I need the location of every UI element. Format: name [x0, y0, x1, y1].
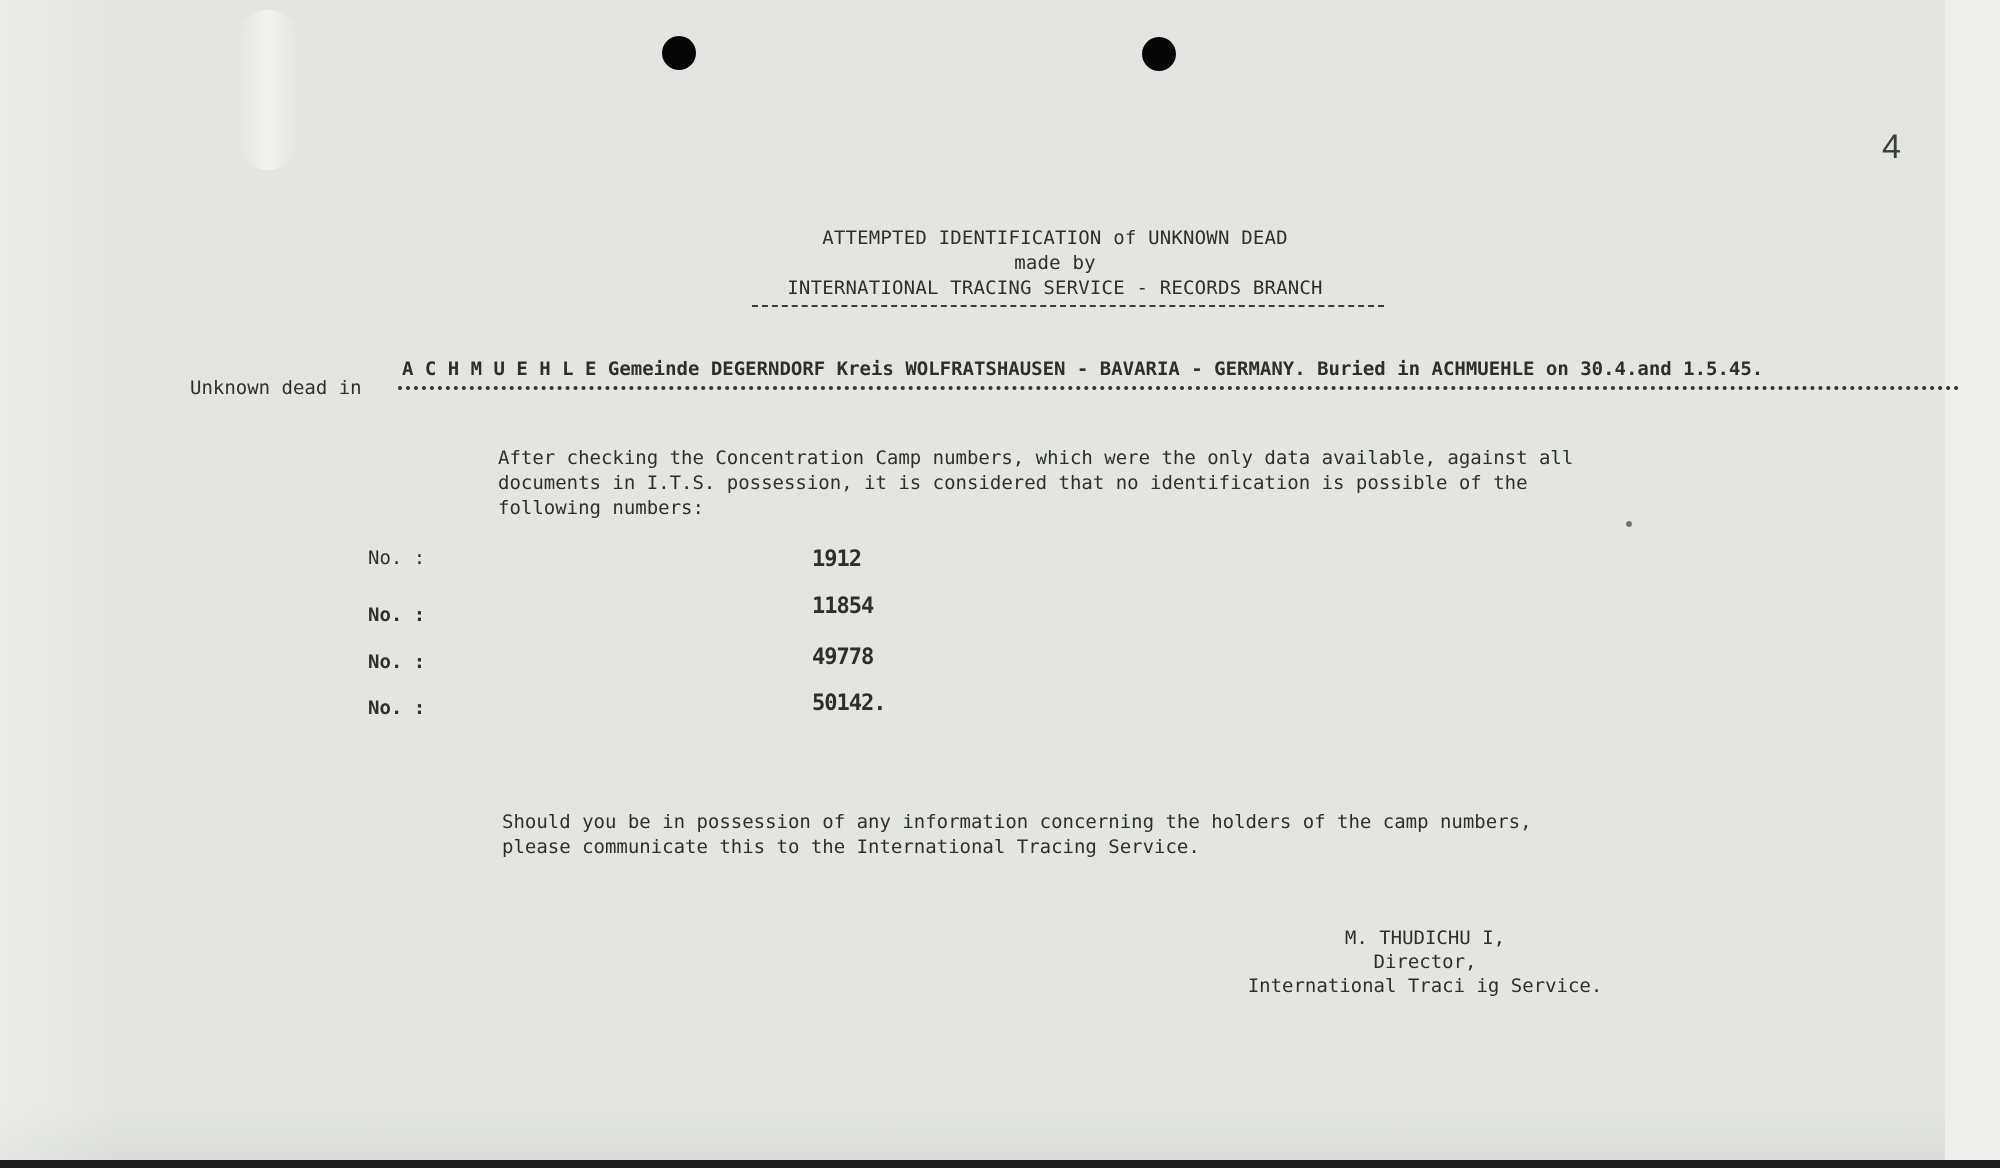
scan-border: [0, 1160, 2000, 1168]
page-number: 4: [1882, 128, 1901, 166]
heading-title: ATTEMPTED IDENTIFICATION of UNKNOWN DEAD: [822, 227, 1288, 249]
intro-line-3: following numbers:: [498, 497, 704, 519]
camp-number-2: 11854: [812, 594, 874, 619]
intro-line-2: documents in I.T.S. possession, it is considered that no identification is possible of the: [498, 472, 1528, 494]
camp-number-3: 49778: [812, 645, 874, 670]
closing-line-2: please communicate this to the International Tracing Service.: [502, 836, 1200, 858]
intro-paragraph: [498, 446, 1748, 521]
paper-fold-mark: [238, 10, 298, 170]
punch-hole-right: [1142, 37, 1176, 71]
number-label-3: No. :: [368, 651, 426, 673]
camp-number-1: 1912: [812, 547, 861, 572]
number-label-1: No. :: [368, 547, 426, 569]
camp-number-4: 50142.: [812, 691, 886, 716]
number-label-4: No. :: [368, 697, 426, 719]
burial-location: A C H M U E H L E Gemeinde DEGERNDORF Kreis WOLFRATSHAUSEN - BAVARIA - GERMANY. Buried in ACHMUEHLE on 30.4.and 1.5.45.: [402, 358, 1764, 380]
signatory-title: Director,: [1373, 951, 1477, 973]
page-edge: [1945, 0, 2000, 1168]
number-label-2: No. :: [368, 604, 426, 626]
punch-hole-left: [662, 36, 696, 70]
signatory-name: M. THUDICHU I,: [1344, 927, 1506, 949]
heading-underline: [752, 305, 1384, 307]
signature-block: [1210, 926, 1640, 998]
document-heading: [690, 226, 1420, 301]
ink-speck: [1626, 521, 1632, 527]
unknown-dead-label: Unknown dead in: [190, 377, 362, 399]
heading-organization: INTERNATIONAL TRACING SERVICE - RECORDS BRANCH: [787, 277, 1323, 299]
dotted-fill-line: [398, 386, 1960, 390]
heading-made-by: made by: [1014, 252, 1096, 274]
signatory-organization: International Traci ig Service.: [1247, 975, 1603, 997]
closing-line-1: Should you be in possession of any information concerning the holders of the camp numbers,: [502, 811, 1532, 833]
closing-paragraph: [502, 810, 1752, 860]
intro-line-1: After checking the Concentration Camp numbers, which were the only data available, against all: [498, 447, 1574, 469]
